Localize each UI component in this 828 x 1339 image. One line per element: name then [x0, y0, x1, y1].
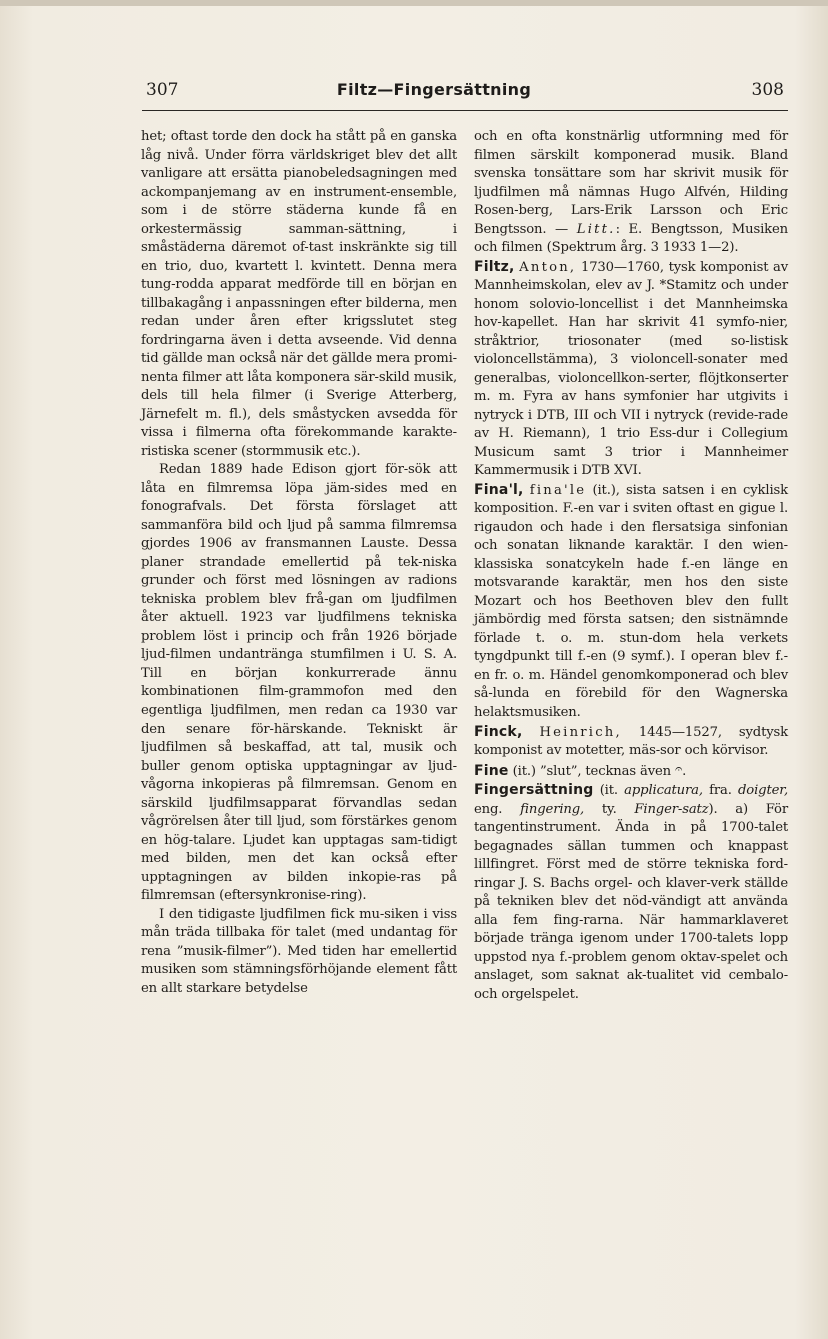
running-title: Filtz—Fingersättning: [336, 80, 532, 99]
literature-label: Litt.: [576, 221, 616, 237]
entry-finale: Fina'l, fina'le (it.), sista satsen i en cyklisk komposition. F.-en var i sviten oftast en gigue l. rigaudon och hade i den flersatsiga sinfonian och sonatan liknande karaktär. I den wien-klassiska sonatcykeln hade f.-en länge en motsvarande karaktär, men hos den siste Mozart och hos Beethoven blev den fullt jämbördig med första satsen; den sistnämnde förlade t. o. m. stun-dom hela verkets tyngdpunkt till f.-en (9 symf.). I operan blev f.-en fr. o. m. Händel genomkomponerad och blev så-lunda en förebild för den Wagnerska helaktsmusiken.: [474, 481, 788, 720]
firstname-anton: Anton,: [519, 259, 577, 275]
paragraph-early-sound-film: I den tidigaste ljudfilmen fick mu-siken i viss mån träda tillbaka för talet (med undantag för rena ”musik-filmer”). Med tiden har emellertid musiken som stämningsförhöjande element fått en allt starkare betydelse: [141, 906, 457, 996]
entry-filtz: Filtz, Anton, 1730—1760, tysk komponist av Mannheimskolan, elev av J. *Stamitz och under honom solovio-loncellist i det Mannheimska hov-kapellet. Han har skrivit 41 symfo-nier, stråktrior, triosonater (med so-listisk violoncellstämma), 3 violoncell-sonater med generalbas, violoncellkon-serter, flöjtkonserter m. m. Fyra av hans symfonier har utgivits i nytryck i DTB, III och VII i nytryck (revide-rade av H. Riemann), 1 trio Ess-dur i Collegium Musicum samt 3 trior i Mannheimer Kammermusik i DTB XVI.: [474, 258, 789, 479]
paragraph-film-music-continued: och en ofta konstnärlig utformning med för filmen särskilt komponerad musik. Bland svenska tonsättare som har skrivit musik för ljudfilmen må nämnas Hugo Alfvén, Hilding Rosen-berg, Lars-Erik Larsson och Eric Bengtsson. — Litt.: E. Bengtsson, Musiken och filmen (Spektrum årg. 3 1933 1—2).: [474, 129, 788, 256]
lemma-fine: Fine: [474, 762, 509, 779]
lemma-finck: Finck,: [474, 723, 523, 740]
fermata-icon: 𝄐: [675, 761, 683, 777]
lemma-filtz: Filtz,: [474, 258, 515, 275]
paragraph-film-music-history: het; oftast torde den dock ha stått på en ganska låg nivå. Under förra världskriget blev det allt vanligare att ersätta pianobeledsagningen med ackompanjemang av en instrument-ensemble, som i de större städerna kunde få en orkestermässig samman-sättning, i småstäderna däremot of-tast inskränkte sig till en trio, duo, kvartett l. kvintett. Denna mera tung-rodda apparat medförde till en början en tillbakagång i anpassningen efter bilderna, men redan under åren efter krigsslutet steg fordringarna även i detta avseende. Vid denna tid gällde man också när det gällde mera promi-nenta filmer att låta komponera sär-skild musik, dels till hela filmer (i Sverige Atterberg, Järnefelt m. fl.), dels småstycken avsedda för vissa i filmerna ofta förekommande karakte-ristiska scener (stormmusik etc.).: [141, 129, 458, 459]
entry-finck: Finck, Heinrich, 1445—1527, sydtysk komponist av motetter, mäs-sor och körvisor.: [474, 723, 788, 759]
right-column: [474, 128, 788, 1004]
page-number-left: 307: [146, 80, 179, 100]
entry-fine: Fine (it.) ”slut”, tecknas även 𝄐.: [474, 761, 687, 779]
page-number-right: 308: [751, 80, 784, 100]
entry-fingersattning: Fingersättning (it. applicatura, fra. doigter, eng. fingering, ty. Finger-satz). a) För tangentinstrument. Ända in på 1700-talet begagnades sällan tummen och knappast lillfingret. Först med de större tekniska ford-ringar J. S. Bachs orgel- och klaver-verk ställde på tekniken blev det nöd-vändigt att använda alla fem fing-rarna. När hammarklaveret började tränga igenom under 1700-talets lopp uppstod nya f.-problem genom oktav-spelet och anslaget, som saknat ak-tualitet vid cembalo- och orgelspelet.: [474, 782, 788, 1002]
page-top-edge: [0, 0, 828, 6]
variant-finale: fina'le: [529, 482, 587, 498]
firstname-heinrich: Heinrich,: [539, 724, 622, 740]
header-rule: [142, 110, 788, 111]
running-header: [0, 80, 828, 106]
lemma-final: Fina'l,: [474, 481, 524, 498]
lemma-fingersattning: Fingersättning: [474, 782, 594, 799]
paragraph-sound-film-technology: Redan 1889 hade Edison gjort för-sök att låta en filmremsa löpa jäm-sides med en fonografvals. Det första förslaget att sammanföra bild och ljud på samma filmremsa gjordes 1906 av fransmannen Lauste. Dessa planer strandade emellertid på tek-niska grunder och först med lösningen av radions tekniska problem blev frå-gan om ljudfilmen åter aktuell. 1923 var ljudfilmens tekniska problem löst i princip och från 1926 började ljud-filmen undantränga stumfilmen i U. S. A. Till en början konkurrerade ännu kombinationen film-grammofon med den egentliga ljudfilmen, men redan ca 1930 var den senare för-härskande. Tekniskt är ljudfilmen så beskaffad, att tal, musik och buller genom optiska upptagningar av ljud-vågorna inkopieras på filmremsan. Genom en särskild ljudfilmsapparat förvandlas sedan vågrörelsen åter till ljud, som förstärkes genom en hög-talare. Ljudet kan upptagas sam-tidigt med bilden, men det kan också efter upptagningen av bilden inkopie-ras på filmremsan (eftersynkronise-ring).: [141, 462, 457, 904]
left-column: [141, 128, 457, 998]
